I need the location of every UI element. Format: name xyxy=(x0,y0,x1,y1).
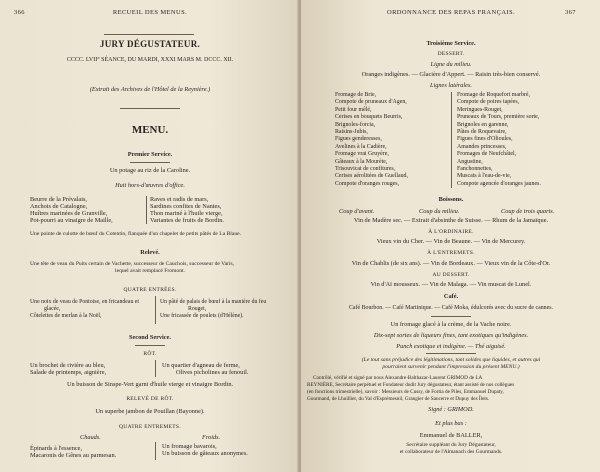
dessert-wine-text: Vin d'Aï mousseux. — Vin de Malaga. — Vin muscat de Lunel. xyxy=(370,281,532,288)
certification-line-2: REYNIÈRE, Secrétaire perpétuel et Fondateur dudit Jury dégustateur, étant assisté de nos collègues xyxy=(307,382,515,388)
au-dessert-heading: AU DESSERT. xyxy=(432,272,470,278)
entremets-wine-text: Vin de Chablis (de six ans). — Vin de Bordeaux. — Vieux vin de la Côte-d'Or. xyxy=(351,260,551,267)
divider xyxy=(120,108,180,109)
baller-title-2: et collaborateur de l'Almanach des Gourmands. xyxy=(399,449,503,455)
dessert-item: Compote de poires tapées, xyxy=(457,99,520,106)
froids-label: Froids. xyxy=(202,434,221,441)
page-number: 367 xyxy=(565,9,576,16)
rot-buisson: Un buisson de Sinspe-Vert garni d'huile vierge et vinaigre Bordin. xyxy=(66,381,234,388)
session-line: CCCC. LVII° SÉANCE, DU MARDI, XXXI MARS M. DCCC. XII. xyxy=(66,57,234,63)
lignes-laterales-heading: Lignes latérales. xyxy=(430,82,472,89)
first-service-heading: Premier Service. xyxy=(127,151,173,158)
entree-left-3: Côtelettes de merlan à la Noël, xyxy=(30,313,102,319)
left-page xyxy=(0,0,299,472)
entree-right-3: Une fricassée de poulets (d'Hélène). xyxy=(160,313,244,319)
rot-left-1: Un brochet de rivière au bleu, xyxy=(30,362,106,369)
dessert-item: Petit four mêlé, xyxy=(335,106,372,113)
column-divider xyxy=(155,296,156,324)
entree-left-1: Une noix de veau de Pontoise, en fricandeau et xyxy=(30,299,139,305)
releve-heading: Relevé. xyxy=(140,249,160,256)
hors-right-3: Thon mariné à l'huile vierge, xyxy=(150,210,223,217)
hors-right-4: Variantes de fruits de Bordin. xyxy=(150,217,224,224)
chauds-label: Chauds. xyxy=(80,434,101,441)
third-service-heading: Troisième Service. xyxy=(426,40,476,47)
cafe-text: Café Bourbon. — Café Martinique. — Café Moka, édulcorés avec du sucre de cannes. xyxy=(349,305,553,311)
dessert-item: Amandes princesses, xyxy=(457,143,507,150)
second-service-heading: Second Service. xyxy=(129,334,171,341)
hors-left-1: Beurre de la Prévalais, xyxy=(30,196,87,203)
entree-left-2: glacée, xyxy=(44,306,61,312)
dessert-item: Compote d'oranges rouges, xyxy=(335,180,400,187)
hors-right-2: Sardines confites de Nantes, xyxy=(150,203,222,210)
boissons-heading: Boissons. xyxy=(438,196,464,203)
dessert-item: Meringues-Rouget, xyxy=(457,106,503,113)
extract-note: (Extrait des Archives de l'Hôtel de la Reynière.) xyxy=(89,86,211,93)
certification-line-3: (en fonctions trimestrielle), savoir : Messieurs de Cussy, de Fortia de Piles, Emmanuel Dupaty, xyxy=(307,389,504,395)
ordinaire-heading: À L'ORDINAIRE. xyxy=(428,229,474,235)
milieu-items: Oranges indigènes. — Glacière d'Appert. — Raisin très-bien conservé. xyxy=(361,71,541,78)
note-line-2: pourraient survenir pendant l'impression du présent MENU.) xyxy=(382,364,520,370)
dessert-item: Angustine, xyxy=(457,158,483,165)
dessert-item: Figues fines d'Olioules, xyxy=(457,136,513,143)
divider xyxy=(104,34,194,35)
dessert-item: Muscats à l'eau-de-vie, xyxy=(457,173,512,180)
dessert-item: Pruneaux de Tours, première sorte, xyxy=(457,114,540,121)
dessert-item: Compote agencée d'oranges jaunes. xyxy=(457,180,541,187)
hors-left-3: Huîtres marinées de Granville, xyxy=(30,210,108,217)
column-divider xyxy=(155,442,156,460)
menu-title: MENU. xyxy=(131,124,169,136)
dessert-item: Fromages de Neufchâtel, xyxy=(457,151,517,158)
ligne-milieu-heading: Ligne du milieu. xyxy=(430,61,472,68)
hors-doeuvres-heading: Huit hors-d'œuvres d'office. xyxy=(115,182,185,189)
dessert-item: Cerises aérolitées de Guellaud, xyxy=(335,173,408,180)
dessert-item: Fanchonnettes, xyxy=(457,166,493,172)
dessert-item: Trisouvicat de confitures, xyxy=(335,166,396,172)
certification-line-1: Contrôlé, vérifié et signé par nous Alexandre-Balthazar-Laurent GRIMOD de LA xyxy=(313,375,483,381)
entree-right-1: Un pâté de palais de bœuf à la manière du feu xyxy=(160,299,267,305)
jury-title: JURY DÉGUSTATEUR. xyxy=(99,39,201,49)
running-head: ORDONNANCE DES REPAS FRANÇAIS. xyxy=(386,9,516,16)
et-plus-bas: Et plus bas : xyxy=(435,420,467,427)
dessert-item: Fromage de Brie, xyxy=(335,92,377,98)
column-divider xyxy=(146,196,147,224)
dessert-heading: DESSERT. xyxy=(437,51,465,57)
baller-title-1: Secrétaire suppléant du Jury Dégustateur, xyxy=(406,442,496,448)
running-head: RECUEIL DES MENUS. xyxy=(112,9,188,16)
rot-heading: RÔT. xyxy=(143,351,157,357)
dessert-item: Fromage vrai Gruyère, xyxy=(335,151,389,158)
potage-line: Un potage au riz de la Caroline. xyxy=(109,167,191,174)
divider xyxy=(431,316,471,317)
releve-line-1: Une tête de veau du Puits certain de Vachette, successeur de Cauchois, successeur de Varis, xyxy=(30,261,235,267)
dessert-item: Compote de pruneaux d'Agen, xyxy=(335,99,407,106)
rot-right-1: Un quartier d'agneau de ferme, xyxy=(162,362,240,369)
cafe-heading: Café. xyxy=(443,293,459,300)
ordinaire-text: Vieux vin du Cher. — Vin de Beaune. — Vin de Mercurey. xyxy=(376,238,526,245)
pointe-line: Une pointe de culotte de bœuf du Cotentin, flanquée d'un chapelet de petits pâtés de La Blaue. xyxy=(30,231,242,237)
dessert-item: Raisins-Jubis, xyxy=(335,129,368,135)
releve-rot-heading: RELEVÉ DE RÔT. xyxy=(126,396,174,402)
entremets-wine-heading: À L'ENTREMETS. xyxy=(427,250,475,256)
coup-trois-quarts-label: Coup de trois quarts. xyxy=(501,208,555,215)
divider xyxy=(135,345,165,346)
dessert-item: Cerises en bouquets Beurris, xyxy=(335,114,403,121)
jambon-line: Un superbe jambon de Pouillan (Bayonne). xyxy=(95,408,205,415)
fromage-glace-line: Un fromage glacé à la crème, de la Vache noire. xyxy=(390,321,512,328)
dessert-item: Figues genderesses, xyxy=(335,136,382,143)
right-page xyxy=(301,0,600,472)
dessert-item: Pâtes de Roquevaire, xyxy=(457,129,507,135)
divider xyxy=(426,353,476,354)
coup-avant-label: Coup d'avant. xyxy=(339,208,375,215)
entree-right-2: Rouget, xyxy=(188,306,207,312)
dessert-item: Brignoles-forcia, xyxy=(335,121,376,128)
entremets-right-1: Un fromage bavarois, xyxy=(162,443,217,450)
vins-line: Vin de Madère sec. — Extrait d'absinthe de Suisse. — Rhum de la Jamaïque. xyxy=(353,217,549,224)
entremets-heading: QUATRE ENTREMETS. xyxy=(119,424,181,430)
entremets-right-2: Un buisson de gâteaux anonymes. xyxy=(162,450,248,457)
dessert-item: Brignoles en garenne, xyxy=(457,121,509,128)
hors-left-2: Anchois de Catalogne, xyxy=(30,203,88,210)
note-line-1: (Le tout sans préjudice des légitimations, tant solides que liquides, et autres qui xyxy=(361,357,541,363)
dessert-item: Gâteaux à la Mourète, xyxy=(335,158,388,165)
page-number: 366 xyxy=(14,9,25,16)
rot-left-2: Salade de printemps, aignière, xyxy=(30,369,107,376)
liqueurs-line: Dix-sept sortes de liqueurs fines, tant exotiques qu'indigènes. xyxy=(373,332,529,339)
entremets-left-1: Épinards à l'essence, xyxy=(30,445,83,452)
entremets-left-2: Macaronis de Gênes au parmesan. xyxy=(30,452,117,459)
column-divider xyxy=(155,360,156,377)
column-divider xyxy=(451,92,452,188)
dessert-item: Fromage de Roquefort marbré, xyxy=(457,92,530,98)
signature-baller: Emmanuel de BALLER, xyxy=(419,432,483,439)
coup-milieu-label: Coup du milieu. xyxy=(419,208,460,215)
releve-line-2: lequel avait remplacé Fromont. xyxy=(115,268,185,274)
hors-right-1: Raves et radis de mars, xyxy=(150,196,209,203)
certification-line-4: Gourmand, de Lhuillier, du Val d'Esprémesnil, Grangier de Sancerre et Dupuy des Îlets. xyxy=(307,396,490,402)
divider xyxy=(130,162,170,163)
entrees-heading: QUATRE ENTRÉES. xyxy=(123,287,177,293)
dessert-item: Avelines à la Cadière, xyxy=(335,143,387,150)
punch-line: Punch exotique et indigène. — Thé aiguisé. xyxy=(396,343,506,350)
rot-right-2: Olives picholines au fenouil. xyxy=(176,369,249,376)
signature-grimod: Signé : GRIMOD. xyxy=(428,406,474,413)
hors-left-4: Pot-pourri au vinaigre de Maille, xyxy=(30,217,113,224)
